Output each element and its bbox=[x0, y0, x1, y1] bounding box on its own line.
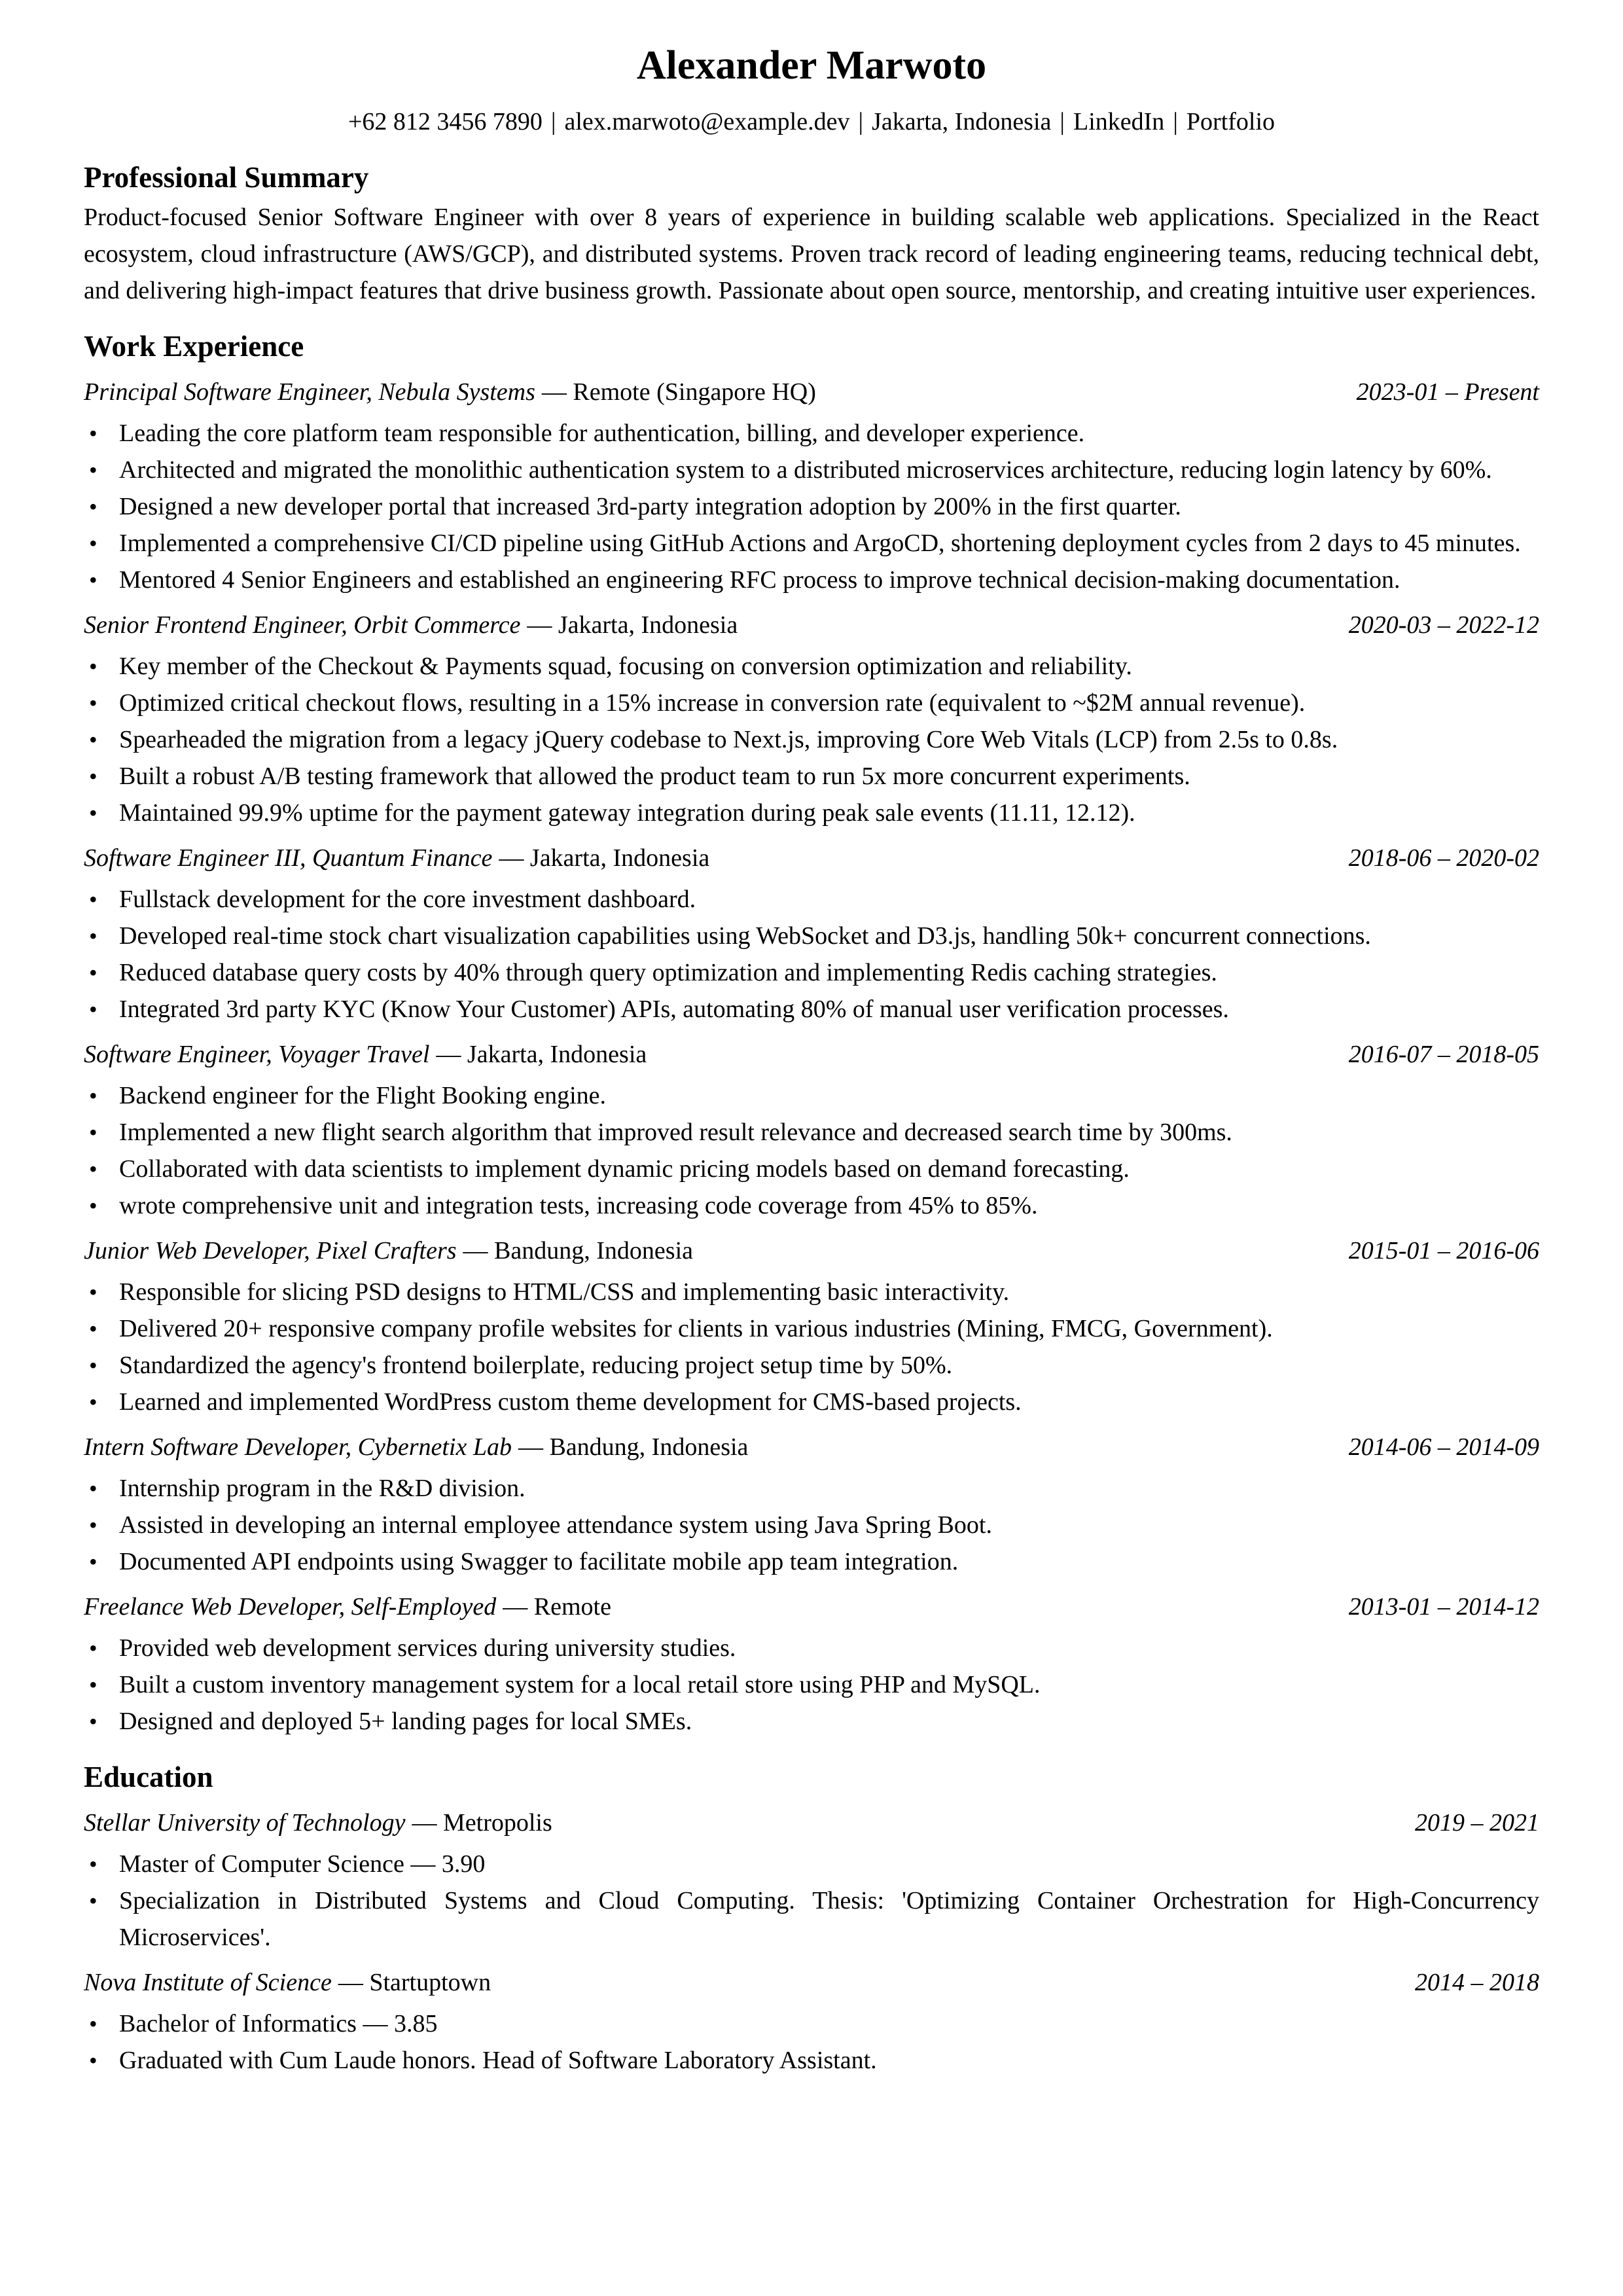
entry-dates: 2023-01 – Present bbox=[1356, 378, 1539, 406]
education-entry bbox=[84, 1964, 1539, 2079]
entry-role-company: Junior Web Developer, Pixel Crafters bbox=[84, 1237, 457, 1265]
bullet-icon: • bbox=[89, 960, 98, 986]
bullet-item bbox=[84, 1630, 1539, 1666]
bullet-item bbox=[84, 954, 1539, 991]
bullet-list bbox=[84, 415, 1539, 598]
bullet-item bbox=[84, 1703, 1539, 1740]
bullet-icon: • bbox=[89, 420, 98, 446]
bullet-text: Developed real-time stock chart visualization capabilities using WebSocket and D3.js, handling 50k+ concurrent connections. bbox=[119, 922, 1371, 950]
entry-dates: 2018-06 – 2020-02 bbox=[1348, 844, 1539, 872]
bullet-icon: • bbox=[89, 763, 98, 789]
bullet-icon: • bbox=[89, 457, 98, 483]
entry-role-company: Intern Software Developer, Cybernetix Lab bbox=[84, 1433, 512, 1461]
bullet-icon: • bbox=[89, 1635, 98, 1661]
bullet-text: Bachelor of Informatics — 3.85 bbox=[119, 2010, 438, 2037]
entry-location: — Jakarta, Indonesia bbox=[527, 611, 738, 639]
bullet-text: Designed and deployed 5+ landing pages for local SMEs. bbox=[119, 1708, 692, 1735]
bullet-text: Graduated with Cum Laude honors. Head of Software Laboratory Assistant. bbox=[119, 2047, 877, 2074]
entry-role-company: Software Engineer, Voyager Travel bbox=[84, 1041, 430, 1068]
bullet-icon: • bbox=[89, 800, 98, 826]
bullet-list bbox=[84, 1274, 1539, 1420]
bullet-list bbox=[84, 648, 1539, 831]
bullet-text: Leading the core platform team responsible for authentication, billing, and developer experience. bbox=[119, 420, 1085, 447]
bullet-item bbox=[84, 721, 1539, 758]
bullet-text: Assisted in developing an internal employee attendance system using Java Spring Boot. bbox=[119, 1511, 992, 1539]
section-title-experience: Work Experience bbox=[84, 330, 304, 363]
entry-title bbox=[84, 1964, 491, 2001]
entry-role-company: Stellar University of Technology bbox=[84, 1809, 406, 1837]
entry-header bbox=[84, 840, 1539, 876]
bullet-list bbox=[84, 2005, 1539, 2079]
bullet-item bbox=[84, 2042, 1539, 2079]
bullet-icon: • bbox=[89, 1279, 98, 1305]
bullet-list bbox=[84, 1630, 1539, 1740]
experience-entry bbox=[84, 1429, 1539, 1580]
section-title-education: Education bbox=[84, 1761, 213, 1793]
bullet-item bbox=[84, 881, 1539, 918]
entry-dates: 2015-01 – 2016-06 bbox=[1348, 1237, 1539, 1265]
bullet-item bbox=[84, 1347, 1539, 1384]
bullet-icon: • bbox=[89, 1119, 98, 1145]
bullet-icon: • bbox=[89, 653, 98, 679]
bullet-text: Built a robust A/B testing framework that allowed the product team to run 5x more concurrent experiments. bbox=[119, 762, 1190, 790]
bullet-item bbox=[84, 1187, 1539, 1224]
bullet-item bbox=[84, 525, 1539, 562]
experience-entry bbox=[84, 840, 1539, 1028]
experience-entry bbox=[84, 607, 1539, 831]
bullet-icon: • bbox=[89, 1156, 98, 1182]
entry-title bbox=[84, 1036, 647, 1073]
experience-entry bbox=[84, 1588, 1539, 1740]
entry-title bbox=[84, 374, 816, 410]
contact-line bbox=[84, 103, 1539, 140]
bullet-text: Responsible for slicing PSD designs to HTML/CSS and implementing basic interactivity. bbox=[119, 1278, 1010, 1306]
email-link[interactable]: alex.marwoto@example.dev bbox=[564, 108, 850, 135]
bullet-item bbox=[84, 1274, 1539, 1310]
bullet-icon: • bbox=[89, 996, 98, 1022]
entry-header bbox=[84, 1964, 1539, 2001]
bullet-item bbox=[84, 1077, 1539, 1114]
bullet-icon: • bbox=[89, 1512, 98, 1538]
entry-location: — Startuptown bbox=[338, 1969, 491, 1996]
bullet-text: Standardized the agency's frontend boilerplate, reducing project setup time by 50%. bbox=[119, 1352, 953, 1379]
bullet-item bbox=[84, 488, 1539, 525]
bullet-item bbox=[84, 562, 1539, 598]
entry-role-company: Principal Software Engineer, Nebula Systems bbox=[84, 378, 535, 406]
bullet-text: Delivered 20+ responsive company profile websites for clients in various industries (Mining, FMCG, Government). bbox=[119, 1315, 1273, 1342]
bullet-item bbox=[84, 918, 1539, 954]
bullet-icon: • bbox=[89, 1475, 98, 1501]
bullet-icon: • bbox=[89, 2011, 98, 2037]
entry-role-company: Software Engineer III, Quantum Finance bbox=[84, 844, 493, 872]
entry-header bbox=[84, 1804, 1539, 1841]
bullet-item bbox=[84, 1384, 1539, 1420]
bullet-icon: • bbox=[89, 1672, 98, 1698]
entry-location: — Metropolis bbox=[412, 1809, 552, 1837]
entry-title bbox=[84, 840, 709, 876]
entry-dates: 2020-03 – 2022-12 bbox=[1348, 611, 1539, 639]
bullet-item bbox=[84, 1543, 1539, 1580]
bullet-text: Integrated 3rd party KYC (Know Your Customer) APIs, automating 80% of manual user verification processes. bbox=[119, 996, 1229, 1023]
bullet-item bbox=[84, 685, 1539, 721]
experience-entry bbox=[84, 1232, 1539, 1420]
entry-role-company: Freelance Web Developer, Self-Employed bbox=[84, 1593, 497, 1621]
bullet-item bbox=[84, 2005, 1539, 2042]
bullet-text: Documented API endpoints using Swagger to facilitate mobile app team integration. bbox=[119, 1548, 959, 1575]
entry-location: — Jakarta, Indonesia bbox=[436, 1041, 647, 1068]
entry-header bbox=[84, 1429, 1539, 1465]
bullet-icon: • bbox=[89, 1851, 98, 1877]
bullet-text: Reduced database query costs by 40% through query optimization and implementing Redis caching strategies. bbox=[119, 959, 1217, 986]
experience-entry bbox=[84, 1036, 1539, 1224]
phone-number: +62 812 3456 7890 bbox=[348, 108, 543, 135]
bullet-text: Architected and migrated the monolithic authentication system to a distributed microservices architecture, reducing login latency by 60%. bbox=[119, 456, 1492, 484]
bullet-item bbox=[84, 648, 1539, 685]
location-text: Jakarta, Indonesia bbox=[872, 108, 1052, 135]
bullet-text: Specialization in Distributed Systems and Cloud Computing. Thesis: 'Optimizing Container Orchestration for High-Concurrency Microservices'. bbox=[119, 1887, 1539, 1951]
bullet-item bbox=[84, 1151, 1539, 1187]
bullet-item bbox=[84, 991, 1539, 1028]
entry-dates: 2013-01 – 2014-12 bbox=[1348, 1593, 1539, 1621]
bullet-list bbox=[84, 1470, 1539, 1580]
entry-title bbox=[84, 1232, 693, 1269]
bullet-icon: • bbox=[89, 2047, 98, 2073]
bullet-icon: • bbox=[89, 1389, 98, 1415]
bullet-text: Fullstack development for the core investment dashboard. bbox=[119, 886, 696, 913]
bullet-icon: • bbox=[89, 493, 98, 520]
entry-title bbox=[84, 607, 738, 643]
bullet-text: Collaborated with data scientists to implement dynamic pricing models based on demand forecasting. bbox=[119, 1155, 1130, 1183]
entry-title bbox=[84, 1804, 552, 1841]
bullet-icon: • bbox=[89, 567, 98, 593]
entry-dates: 2019 – 2021 bbox=[1415, 1809, 1539, 1837]
experience-entry bbox=[84, 374, 1539, 598]
bullet-list bbox=[84, 1077, 1539, 1224]
bullet-icon: • bbox=[89, 1888, 98, 1914]
bullet-icon: • bbox=[89, 1083, 98, 1109]
entry-dates: 2014 – 2018 bbox=[1415, 1969, 1539, 1996]
bullet-list bbox=[84, 1846, 1539, 1956]
bullet-icon: • bbox=[89, 923, 98, 949]
bullet-text: Designed a new developer portal that increased 3rd-party integration adoption by 200% in the first quarter. bbox=[119, 493, 1181, 520]
bullet-item bbox=[84, 1114, 1539, 1151]
bullet-text: Key member of the Checkout & Payments squad, focusing on conversion optimization and reliability. bbox=[119, 653, 1132, 680]
entry-dates: 2014-06 – 2014-09 bbox=[1348, 1433, 1539, 1461]
portfolio-link[interactable]: Portfolio bbox=[1186, 108, 1275, 135]
entry-header bbox=[84, 374, 1539, 410]
bullet-item bbox=[84, 795, 1539, 831]
entry-role-company: Nova Institute of Science bbox=[84, 1969, 332, 1996]
person-name: Alexander Marwoto bbox=[636, 43, 987, 88]
bullet-item bbox=[84, 1507, 1539, 1543]
bullet-list bbox=[84, 881, 1539, 1028]
bullet-item bbox=[84, 1882, 1539, 1956]
education-entry bbox=[84, 1804, 1539, 1956]
bullet-text: Maintained 99.9% uptime for the payment gateway integration during peak sale events (11.11, 12.12). bbox=[119, 799, 1135, 827]
entry-location: — Remote (Singapore HQ) bbox=[541, 378, 816, 406]
bullet-text: Internship program in the R&D division. bbox=[119, 1475, 526, 1502]
separator-bar: | bbox=[1173, 108, 1178, 135]
bullet-text: Implemented a comprehensive CI/CD pipeline using GitHub Actions and ArgoCD, shortening deployment cycles from 2 days to 45 minutes. bbox=[119, 529, 1521, 557]
bullet-item bbox=[84, 758, 1539, 795]
separator-bar: | bbox=[1060, 108, 1065, 135]
education-list bbox=[84, 1804, 1539, 2079]
bullet-item bbox=[84, 1666, 1539, 1703]
bullet-item bbox=[84, 1310, 1539, 1347]
bullet-item bbox=[84, 452, 1539, 488]
entry-header bbox=[84, 1036, 1539, 1073]
entry-location: — Jakarta, Indonesia bbox=[499, 844, 710, 872]
bullet-text: Provided web development services during university studies. bbox=[119, 1634, 736, 1662]
bullet-icon: • bbox=[89, 1352, 98, 1378]
linkedin-link[interactable]: LinkedIn bbox=[1073, 108, 1165, 135]
separator-bar: | bbox=[550, 108, 556, 135]
bullet-text: Optimized critical checkout flows, resulting in a 15% increase in conversion rate (equivalent to ~$2M annual revenue). bbox=[119, 689, 1306, 717]
bullet-icon: • bbox=[89, 1708, 98, 1734]
entry-title bbox=[84, 1429, 748, 1465]
bullet-icon: • bbox=[89, 1193, 98, 1219]
entry-header bbox=[84, 607, 1539, 643]
bullet-icon: • bbox=[89, 726, 98, 753]
entry-dates: 2016-07 – 2018-05 bbox=[1348, 1041, 1539, 1068]
bullet-text: Master of Computer Science — 3.90 bbox=[119, 1850, 486, 1878]
summary-paragraph: Product-focused Senior Software Engineer with over 8 years of experience in building scalable web applications. Specialized in the React ecosystem, cloud infrastructure (AWS/GCP), and distributed systems. Proven track record of leading engineering teams, reducing technical debt, and delivering high-impact features that drive business growth. Passionate about open source, mentorship, and creating intuitive user experiences. bbox=[84, 204, 1539, 304]
separator-bar: | bbox=[858, 108, 864, 135]
entry-header bbox=[84, 1588, 1539, 1625]
bullet-item bbox=[84, 1846, 1539, 1882]
experience-list bbox=[84, 374, 1539, 1740]
bullet-text: Spearheaded the migration from a legacy jQuery codebase to Next.js, improving Core Web Vitals (LCP) from 2.5s to 0.8s. bbox=[119, 726, 1338, 753]
section-title-summary: Professional Summary bbox=[84, 161, 369, 194]
bullet-text: Mentored 4 Senior Engineers and established an engineering RFC process to improve technical decision-making documentation. bbox=[119, 566, 1400, 594]
bullet-text: Implemented a new flight search algorithm that improved result relevance and decreased search time by 300ms. bbox=[119, 1119, 1232, 1146]
bullet-text: wrote comprehensive unit and integration tests, increasing code coverage from 45% to 85%. bbox=[119, 1192, 1038, 1219]
bullet-text: Learned and implemented WordPress custom theme development for CMS-based projects. bbox=[119, 1388, 1022, 1416]
entry-location: — Bandung, Indonesia bbox=[463, 1237, 693, 1265]
bullet-text: Backend engineer for the Flight Booking engine. bbox=[119, 1082, 606, 1109]
bullet-icon: • bbox=[89, 690, 98, 716]
bullet-icon: • bbox=[89, 1549, 98, 1575]
bullet-icon: • bbox=[89, 530, 98, 556]
entry-location: — Bandung, Indonesia bbox=[518, 1433, 749, 1461]
bullet-icon: • bbox=[89, 1316, 98, 1342]
entry-header bbox=[84, 1232, 1539, 1269]
bullet-item bbox=[84, 1470, 1539, 1507]
bullet-item bbox=[84, 415, 1539, 452]
bullet-text: Built a custom inventory management system for a local retail store using PHP and MySQL. bbox=[119, 1671, 1041, 1698]
entry-title bbox=[84, 1588, 611, 1625]
entry-location: — Remote bbox=[503, 1593, 611, 1621]
bullet-icon: • bbox=[89, 886, 98, 912]
entry-role-company: Senior Frontend Engineer, Orbit Commerce bbox=[84, 611, 521, 639]
